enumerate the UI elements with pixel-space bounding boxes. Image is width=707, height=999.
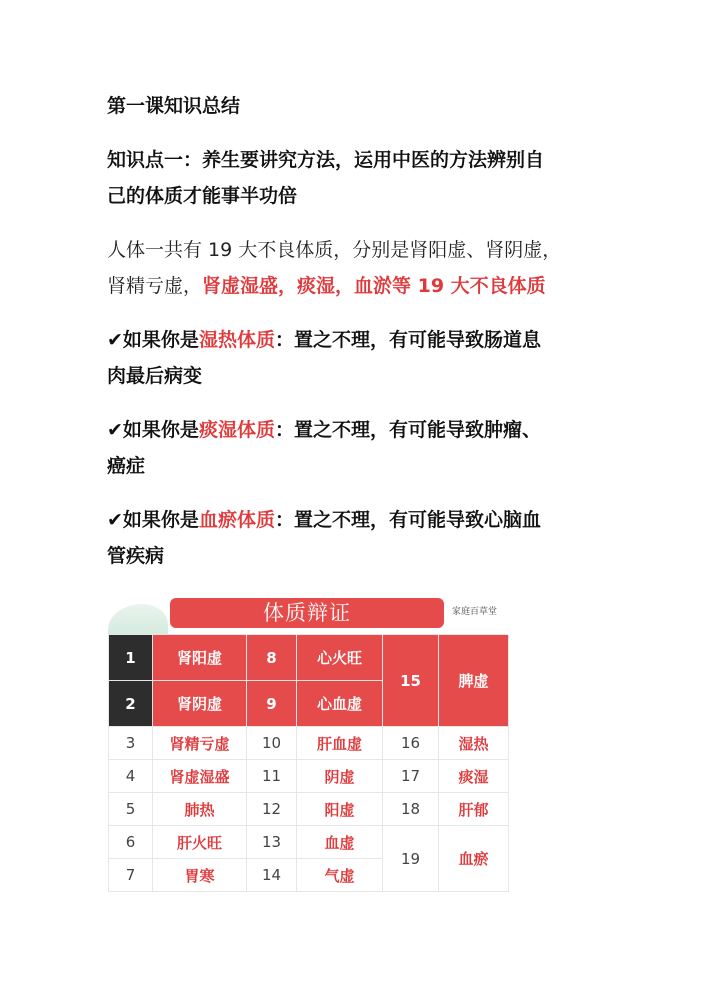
table-row — [109, 793, 509, 826]
item-prefix: 如果你是 — [122, 509, 199, 531]
table-cell-num: 2 — [109, 681, 153, 727]
page-heading: 第一课知识总结 — [107, 95, 241, 117]
table-cell-num: 13 — [247, 826, 297, 859]
table-cell-num: 12 — [247, 793, 297, 826]
table-cell-num: 14 — [247, 859, 297, 892]
table-cell-num: 17 — [383, 760, 439, 793]
table-cell-label: 肝血虚 — [297, 727, 383, 760]
table-cell-num: 10 — [247, 727, 297, 760]
table-cell-num: 3 — [109, 727, 153, 760]
table-cell-num: 9 — [247, 681, 297, 727]
table-cell-label: 肺热 — [153, 793, 247, 826]
table-cell-label: 肝火旺 — [153, 826, 247, 859]
table-row — [109, 635, 509, 681]
item-rest: ：置之不理，有可能导致肠道息 — [274, 329, 541, 351]
table-cell-label: 湿热 — [439, 727, 509, 760]
table-cell-label: 脾虚 — [439, 635, 509, 727]
table-cell-label: 心血虚 — [297, 681, 383, 727]
table-cell-num: 5 — [109, 793, 153, 826]
table-cell-num: 19 — [383, 826, 439, 892]
table-cell-label: 肝郁 — [439, 793, 509, 826]
check-icon: ✔ — [107, 329, 123, 351]
table-cell-label: 胃寒 — [153, 859, 247, 892]
check-icon: ✔ — [107, 419, 123, 441]
table-cell-num: 15 — [383, 635, 439, 727]
table-cell-label: 血瘀 — [439, 826, 509, 892]
constitution-type: 湿热体质 — [198, 329, 275, 351]
table-cell-label: 肾精亏虚 — [153, 727, 247, 760]
item-line2: 管疾病 — [107, 545, 165, 567]
table-row — [109, 760, 509, 793]
check-item-damp-heat — [107, 322, 607, 394]
table-cell-num: 4 — [109, 760, 153, 793]
table-cell-label: 肾阴虚 — [153, 681, 247, 727]
check-item-blood-stasis — [107, 502, 607, 574]
table-cell-label: 阳虚 — [297, 793, 383, 826]
item-prefix: 如果你是 — [122, 419, 199, 441]
constitution-type: 痰湿体质 — [198, 419, 275, 441]
intro-line2-plain: 肾精亏虚， — [107, 275, 203, 297]
check-icon: ✔ — [107, 509, 123, 531]
table-row — [109, 727, 509, 760]
item-line2: 癌症 — [107, 455, 146, 477]
table-cell-label: 气虚 — [297, 859, 383, 892]
table-cell-num: 8 — [247, 635, 297, 681]
table-cell-num: 1 — [109, 635, 153, 681]
intro-line1: 人体一共有 19 大不良体质，分别是肾阳虚、肾阴虚， — [107, 239, 562, 261]
knowledge-point-1 — [107, 142, 607, 214]
table-cell-num: 7 — [109, 859, 153, 892]
brand-logo: 家庭百草堂 — [452, 607, 498, 617]
table-cell-num: 6 — [109, 826, 153, 859]
decorative-mountain — [108, 604, 168, 634]
table-cell-label: 心火旺 — [297, 635, 383, 681]
intro-line2-red: 肾虚湿盛，痰湿，血淤等 19 大不良体质 — [202, 275, 546, 297]
intro-paragraph — [107, 232, 607, 304]
point1-line2: 己的体质才能事半功倍 — [107, 185, 298, 207]
item-rest: ：置之不理，有可能导致肿瘤、 — [274, 419, 541, 441]
check-item-phlegm-damp — [107, 412, 607, 484]
item-line2: 肉最后病变 — [107, 365, 203, 387]
table-cell-label: 肾虚湿盛 — [153, 760, 247, 793]
constitution-type: 血瘀体质 — [198, 509, 275, 531]
table-cell-label: 血虚 — [297, 826, 383, 859]
table-title: 体质辩证 — [170, 598, 444, 628]
table-cell-label: 痰湿 — [439, 760, 509, 793]
point1-line1: 知识点一：养生要讲究方法，运用中医的方法辨别自 — [107, 149, 545, 171]
table-cell-label: 阴虚 — [297, 760, 383, 793]
table-cell-num: 18 — [383, 793, 439, 826]
table-row — [109, 826, 509, 859]
item-prefix: 如果你是 — [122, 329, 199, 351]
item-rest: ：置之不理，有可能导致心脑血 — [274, 509, 541, 531]
table-cell-label: 肾阳虚 — [153, 635, 247, 681]
table-cell-num: 16 — [383, 727, 439, 760]
constitution-table — [108, 634, 509, 892]
table-cell-num: 11 — [247, 760, 297, 793]
